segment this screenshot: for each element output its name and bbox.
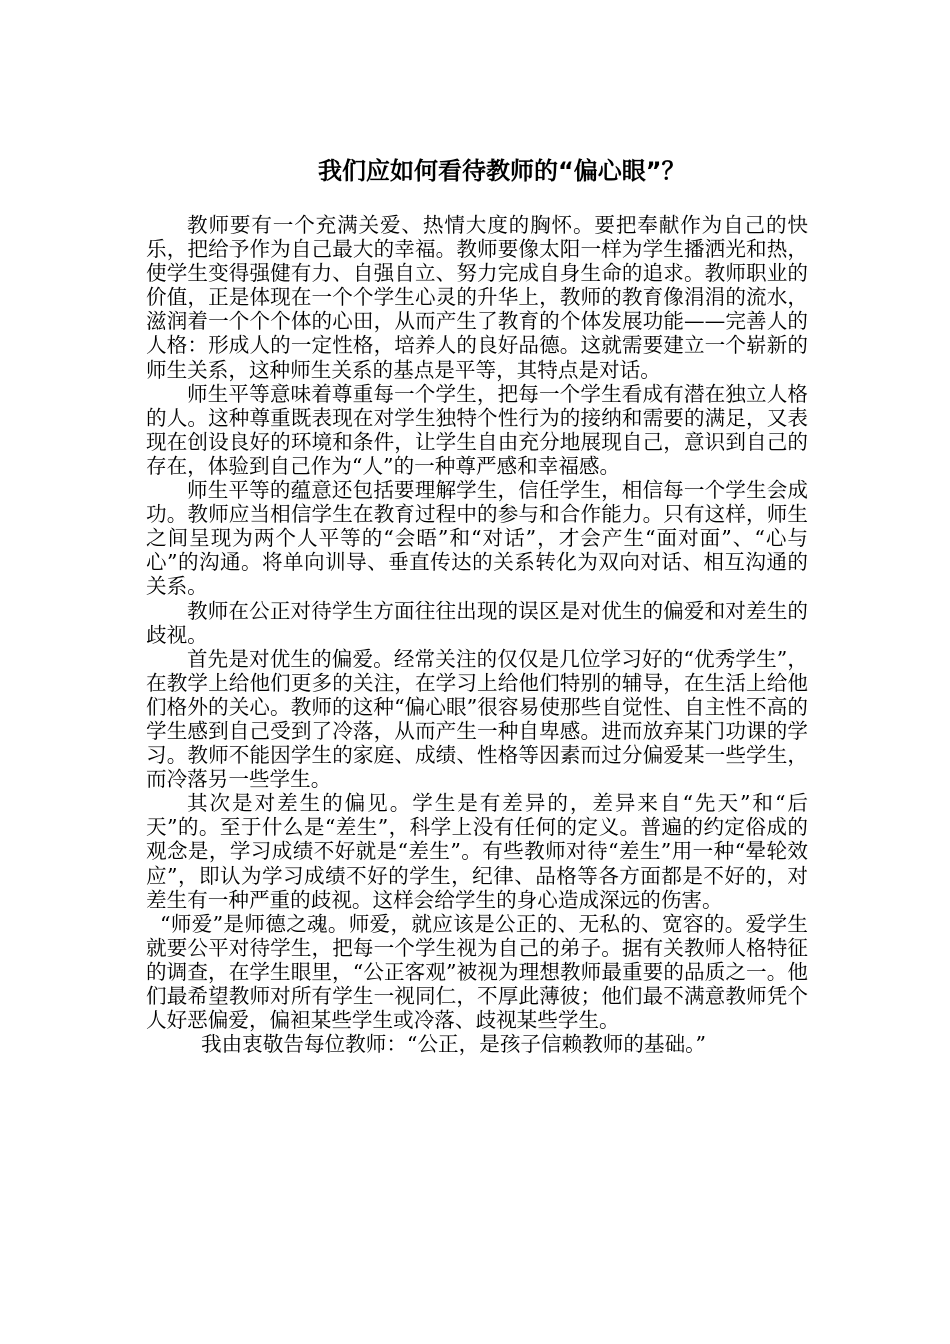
document-body	[146, 213, 808, 1056]
paragraph-5: 首先是对优生的偏爱。经常关注的仅仅是几位学习好的“优秀学生”，在教学上给他们更多的关注，在学习上给他们特别的辅导，在生活上给他们格外的关心。教师的这种“偏心眼”很容易使那些自觉性、自主性不高的学生感到自己受到了冷落，从而产生一种自卑感。进而放弃某门功课的学习。教师不能因学生的家庭、成绩、性格等因素而过分偏爱某一些学生，而冷落另一些学生。	[146, 646, 808, 792]
closing-paragraph: 我由衷敬告每位教师：“公正，是孩子信赖教师的基础。”	[201, 1032, 707, 1057]
paragraph-4: 教师在公正对待学生方面往往出现的误区是对优生的偏爱和对差生的歧视。	[146, 598, 808, 647]
page-title: 我们应如何看待教师的“偏心眼”？	[318, 157, 686, 185]
paragraph-2: 师生平等意味着尊重每一个学生，把每一个学生看成有潜在独立人格的人。这种尊重既表现在对学生独特个性行为的接纳和需要的满足，又表现在创设良好的环境和条件，让学生自由充分地展现自己，意识到自己的存在，体验到自己作为“人”的一种尊严感和幸福感。	[146, 381, 808, 478]
paragraph-6: 其次是对差生的偏见。学生是有差异的，差异来自“先天”和“后天”的。至于什么是“差生”，科学上没有任何的定义。普遍的约定俗成的观念是，学习成绩不好就是“差生”。有些教师对待“差生”用一种“晕轮效应”，即认为学习成绩不好的学生，纪律、品格等各方面都是不好的，对差生有一种严重的歧视。这样会给学生的身心造成深远的伤害。	[146, 791, 808, 912]
paragraph-3: 师生平等的蕴意还包括要理解学生，信任学生，相信每一个学生会成功。教师应当相信学生在教育过程中的参与和合作能力。只有这样，师生之间呈现为两个人平等的“会晤”和“对话”，才会产生“面对面”、“心与心”的沟通。将单向训导、垂直传达的关系转化为双向对话、相互沟通的关系。	[146, 478, 808, 599]
paragraph-1: 教师要有一个充满关爱、热情大度的胸怀。要把奉献作为自己的快乐，把给予作为自己最大的幸福。教师要像太阳一样为学生播洒光和热，使学生变得强健有力、自强自立、努力完成自身生命的追求。教师职业的价值，正是体现在一个个学生心灵的升华上，教师的教育像涓涓的流水，滋润着一个个个体的心田，从而产生了教育的个体发展功能——完善人的人格：形成人的一定性格，培养人的良好品德。这就需要建立一个崭新的师生关系，这种师生关系的基点是平等，其特点是对话。	[146, 213, 808, 382]
paragraph-7: “师爱”是师德之魂。师爱，就应该是公正的、无私的、宽容的。爱学生就要公平对待学生，把每一个学生视为自己的弟子。据有关教师人格特征的调查，在学生眼里，“公正客观”被视为理想教师最重要的品质之一。他们最希望教师对所有学生一视同仁，不厚此薄彼；他们最不满意教师凭个人好恶偏爱，偏袒某些学生或冷落、歧视某些学生。	[146, 911, 808, 1033]
